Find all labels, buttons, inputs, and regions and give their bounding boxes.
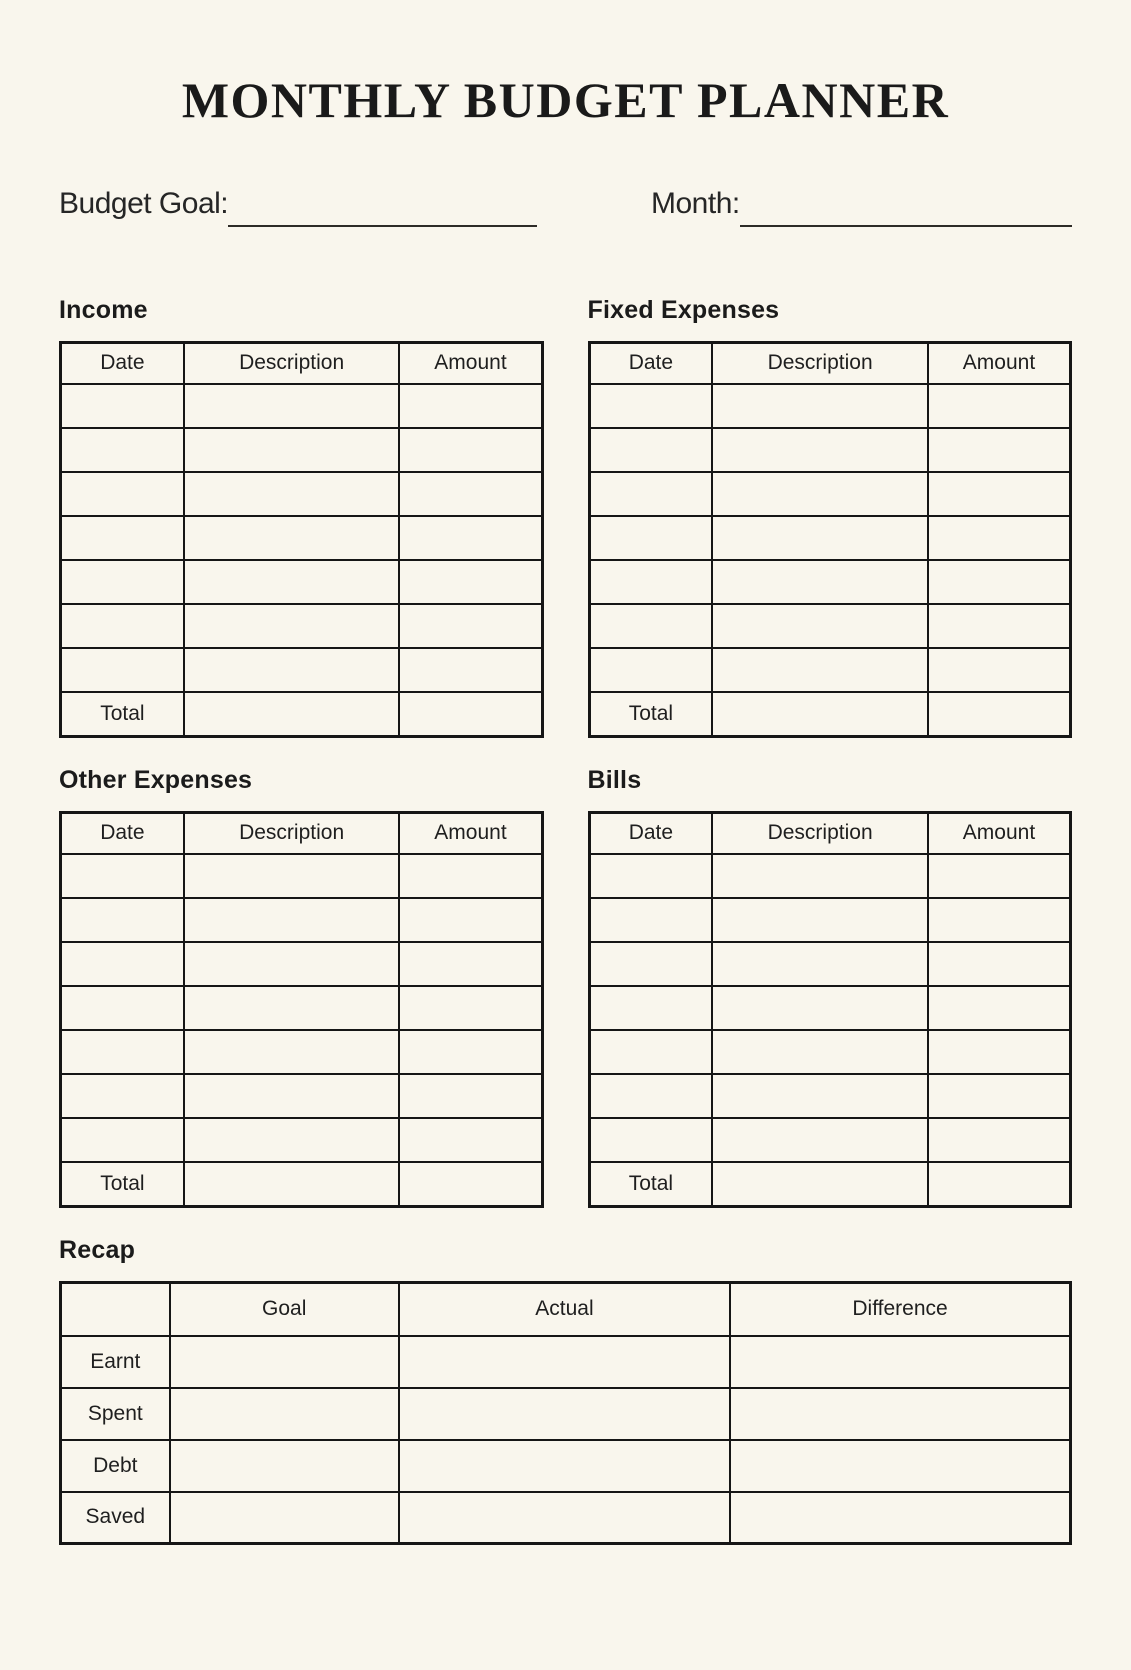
- empty-cell: [399, 942, 542, 986]
- recap-spent-row: [61, 1388, 1071, 1440]
- table-row: [61, 560, 543, 604]
- recap-header-row: [61, 1283, 1071, 1336]
- empty-cell: [61, 1074, 184, 1118]
- budget-goal-line: [228, 225, 537, 227]
- empty-cell: [928, 384, 1071, 428]
- table-row: [589, 1118, 1071, 1162]
- empty-cell: [712, 986, 928, 1030]
- month-label: Month:: [651, 187, 740, 220]
- table-row: [61, 1118, 543, 1162]
- empty-cell: [928, 604, 1071, 648]
- empty-cell: [730, 1492, 1070, 1544]
- other-expenses-table: [59, 811, 544, 1208]
- empty-cell: [928, 560, 1071, 604]
- budget-goal-label: Budget Goal:: [59, 187, 229, 220]
- description-column-header: Description: [712, 813, 928, 854]
- income-heading: Income: [59, 296, 148, 324]
- empty-cell: [399, 898, 542, 942]
- empty-cell: [399, 1440, 730, 1492]
- table-row: [61, 1074, 543, 1118]
- empty-cell: [399, 428, 542, 472]
- description-column-header: Description: [184, 813, 400, 854]
- page-title: MONTHLY BUDGET PLANNER: [181, 72, 950, 128]
- recap-table: [59, 1281, 1072, 1545]
- table-row: [589, 854, 1071, 898]
- empty-cell: [589, 384, 712, 428]
- table-row: [589, 428, 1071, 472]
- empty-cell: [399, 1030, 542, 1074]
- empty-cell: [712, 898, 928, 942]
- empty-cell: [589, 560, 712, 604]
- table-row: [589, 516, 1071, 560]
- empty-cell: [928, 1162, 1071, 1207]
- empty-cell: [184, 1162, 400, 1207]
- empty-cell: [589, 1074, 712, 1118]
- empty-cell: [589, 428, 712, 472]
- empty-cell: [928, 942, 1071, 986]
- empty-cell: [928, 1118, 1071, 1162]
- empty-cell: [712, 1162, 928, 1207]
- empty-cell: [712, 1074, 928, 1118]
- total-row: [589, 692, 1071, 737]
- empty-cell: [170, 1388, 399, 1440]
- empty-cell: [399, 1118, 542, 1162]
- description-column-header: Description: [184, 343, 400, 384]
- empty-cell: [712, 428, 928, 472]
- total-row: [589, 1162, 1071, 1207]
- amount-column-header: Amount: [928, 813, 1071, 854]
- empty-cell: [61, 854, 184, 898]
- debt-row-label: Debt: [61, 1440, 170, 1492]
- empty-cell: [61, 1118, 184, 1162]
- other-expenses-section: [59, 765, 544, 1208]
- empty-cell: [170, 1440, 399, 1492]
- amount-column-header: Amount: [928, 343, 1071, 384]
- total-label: Total: [589, 692, 712, 737]
- empty-cell: [184, 516, 400, 560]
- amount-column-header: Amount: [399, 813, 542, 854]
- empty-cell: [184, 692, 400, 737]
- header-fields: [59, 184, 1072, 223]
- actual-column-header: Actual: [399, 1283, 730, 1336]
- empty-cell: [712, 516, 928, 560]
- empty-cell: [928, 898, 1071, 942]
- empty-cell: [589, 986, 712, 1030]
- empty-cell: [61, 560, 184, 604]
- empty-cell: [184, 472, 400, 516]
- empty-cell: [589, 898, 712, 942]
- table-row: [61, 1030, 543, 1074]
- empty-cell: [712, 384, 928, 428]
- budget-goal-field: [59, 184, 537, 223]
- empty-cell: [589, 854, 712, 898]
- budget-tables-grid: [59, 295, 1072, 1208]
- empty-cell: [589, 648, 712, 692]
- empty-cell: [61, 898, 184, 942]
- empty-cell: [399, 1492, 730, 1544]
- table-header-row: [61, 343, 543, 384]
- empty-cell: [928, 648, 1071, 692]
- empty-cell: [589, 942, 712, 986]
- empty-cell: [184, 942, 400, 986]
- empty-cell: [170, 1492, 399, 1544]
- table-row: [61, 472, 543, 516]
- empty-cell: [712, 692, 928, 737]
- total-label: Total: [589, 1162, 712, 1207]
- empty-cell: [184, 384, 400, 428]
- empty-cell: [184, 1030, 400, 1074]
- empty-cell: [184, 1074, 400, 1118]
- table-row: [589, 648, 1071, 692]
- empty-cell: [61, 942, 184, 986]
- amount-column-header: Amount: [399, 343, 542, 384]
- table-header-row: [589, 813, 1071, 854]
- blank-column-header: [61, 1283, 170, 1336]
- date-column-header: Date: [61, 813, 184, 854]
- empty-cell: [730, 1388, 1070, 1440]
- empty-cell: [184, 1118, 400, 1162]
- table-row: [589, 384, 1071, 428]
- empty-cell: [589, 1118, 712, 1162]
- fixed-expenses-heading: Fixed Expenses: [587, 296, 780, 324]
- empty-cell: [399, 516, 542, 560]
- empty-cell: [589, 472, 712, 516]
- empty-cell: [399, 1162, 542, 1207]
- empty-cell: [399, 472, 542, 516]
- empty-cell: [712, 560, 928, 604]
- month-line: [740, 225, 1072, 227]
- spent-row-label: Spent: [61, 1388, 170, 1440]
- empty-cell: [61, 986, 184, 1030]
- total-row: [61, 1162, 543, 1207]
- empty-cell: [399, 1336, 730, 1388]
- table-row: [589, 560, 1071, 604]
- bills-table: [588, 811, 1073, 1208]
- empty-cell: [712, 1118, 928, 1162]
- empty-cell: [184, 898, 400, 942]
- date-column-header: Date: [589, 813, 712, 854]
- empty-cell: [712, 1030, 928, 1074]
- empty-cell: [928, 428, 1071, 472]
- table-row: [589, 472, 1071, 516]
- empty-cell: [399, 986, 542, 1030]
- table-header-row: [61, 813, 543, 854]
- empty-cell: [712, 942, 928, 986]
- empty-cell: [589, 516, 712, 560]
- saved-row-label: Saved: [61, 1492, 170, 1544]
- empty-cell: [399, 384, 542, 428]
- other-expenses-heading: Other Expenses: [59, 766, 253, 794]
- empty-cell: [184, 986, 400, 1030]
- description-column-header: Description: [712, 343, 928, 384]
- total-row: [61, 692, 543, 737]
- table-row: [61, 428, 543, 472]
- empty-cell: [184, 854, 400, 898]
- table-row: [589, 1074, 1071, 1118]
- empty-cell: [589, 604, 712, 648]
- empty-cell: [61, 1030, 184, 1074]
- empty-cell: [61, 604, 184, 648]
- income-table: [59, 341, 544, 738]
- recap-earnt-row: [61, 1336, 1071, 1388]
- empty-cell: [712, 648, 928, 692]
- table-row: [61, 942, 543, 986]
- total-label: Total: [61, 692, 184, 737]
- table-row: [589, 898, 1071, 942]
- empty-cell: [399, 560, 542, 604]
- difference-column-header: Difference: [730, 1283, 1070, 1336]
- empty-cell: [184, 428, 400, 472]
- month-field: [651, 184, 1072, 223]
- recap-debt-row: [61, 1440, 1071, 1492]
- empty-cell: [170, 1336, 399, 1388]
- empty-cell: [589, 1030, 712, 1074]
- date-column-header: Date: [589, 343, 712, 384]
- fixed-expenses-table: [588, 341, 1073, 738]
- empty-cell: [184, 560, 400, 604]
- table-row: [589, 604, 1071, 648]
- empty-cell: [61, 472, 184, 516]
- empty-cell: [399, 692, 542, 737]
- empty-cell: [184, 648, 400, 692]
- empty-cell: [61, 384, 184, 428]
- empty-cell: [184, 604, 400, 648]
- table-row: [61, 986, 543, 1030]
- earnt-row-label: Earnt: [61, 1336, 170, 1388]
- table-row: [61, 648, 543, 692]
- table-row: [61, 384, 543, 428]
- empty-cell: [399, 1074, 542, 1118]
- total-label: Total: [61, 1162, 184, 1207]
- empty-cell: [730, 1440, 1070, 1492]
- recap-section: [59, 1235, 1072, 1545]
- empty-cell: [928, 692, 1071, 737]
- empty-cell: [399, 854, 542, 898]
- recap-saved-row: [61, 1492, 1071, 1544]
- income-section: [59, 295, 544, 738]
- table-row: [589, 942, 1071, 986]
- table-row: [61, 854, 543, 898]
- table-row: [61, 898, 543, 942]
- date-column-header: Date: [61, 343, 184, 384]
- empty-cell: [928, 1074, 1071, 1118]
- empty-cell: [399, 648, 542, 692]
- empty-cell: [730, 1336, 1070, 1388]
- empty-cell: [712, 854, 928, 898]
- table-row: [61, 516, 543, 560]
- bills-section: [588, 765, 1073, 1208]
- table-row: [589, 1030, 1071, 1074]
- goal-column-header: Goal: [170, 1283, 399, 1336]
- bills-heading: Bills: [587, 766, 642, 794]
- empty-cell: [61, 648, 184, 692]
- empty-cell: [928, 472, 1071, 516]
- table-row: [589, 986, 1071, 1030]
- empty-cell: [712, 472, 928, 516]
- empty-cell: [928, 1030, 1071, 1074]
- fixed-expenses-section: [588, 295, 1073, 738]
- empty-cell: [928, 854, 1071, 898]
- planner-page: [0, 70, 1131, 1670]
- empty-cell: [61, 516, 184, 560]
- empty-cell: [61, 428, 184, 472]
- empty-cell: [928, 986, 1071, 1030]
- empty-cell: [399, 604, 542, 648]
- table-header-row: [589, 343, 1071, 384]
- empty-cell: [928, 516, 1071, 560]
- recap-heading: Recap: [59, 1236, 136, 1264]
- empty-cell: [712, 604, 928, 648]
- table-row: [61, 604, 543, 648]
- empty-cell: [399, 1388, 730, 1440]
